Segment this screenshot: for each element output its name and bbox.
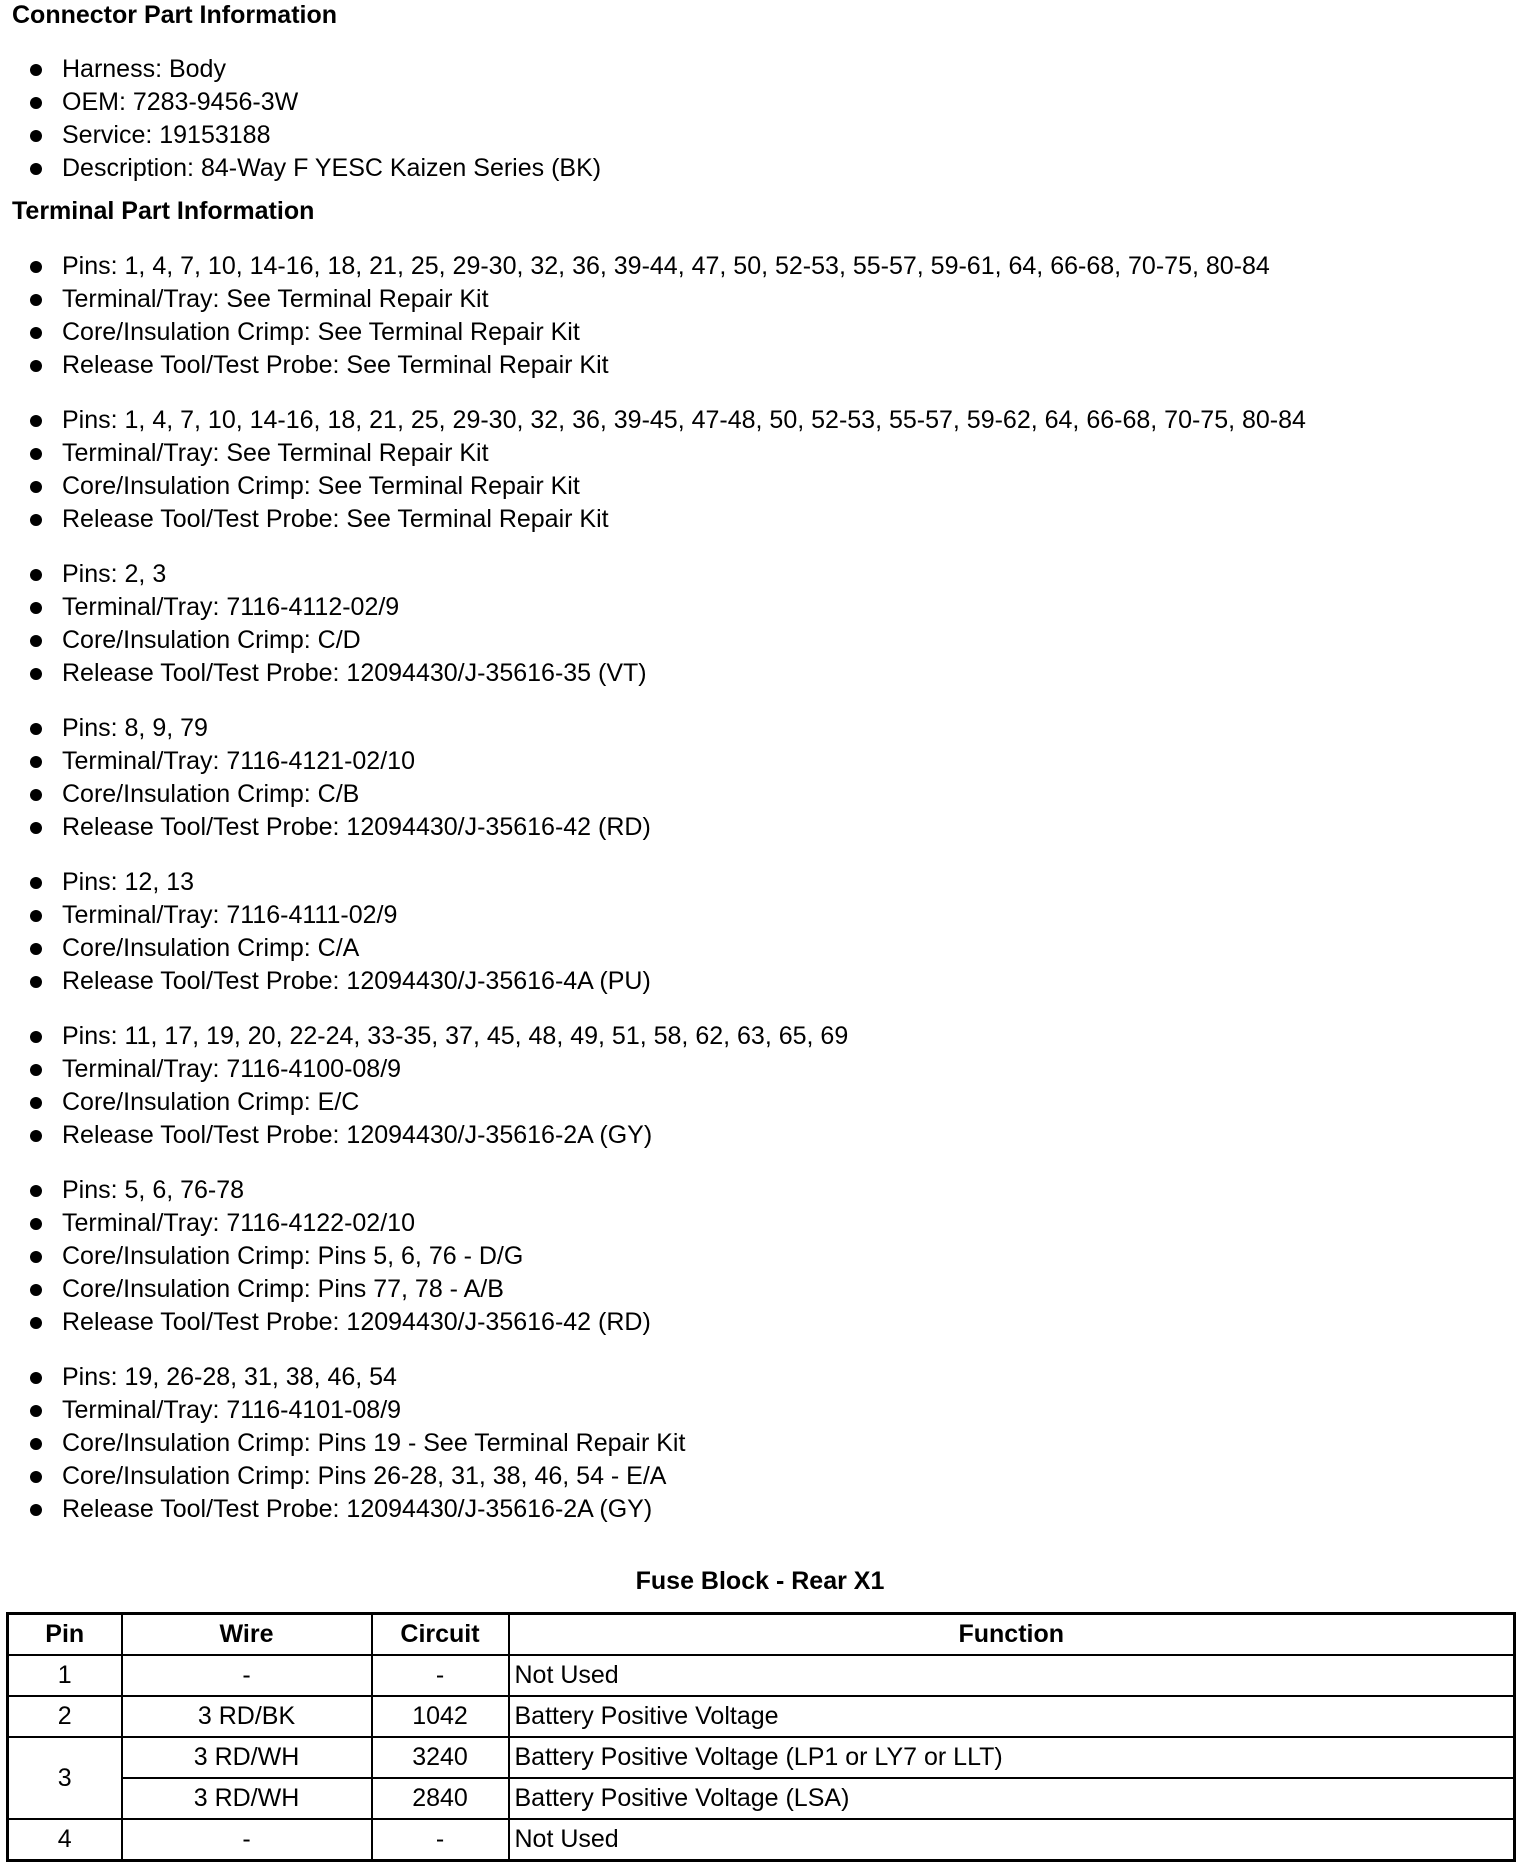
list-item: Terminal/Tray: 7116-4111-02/9	[28, 899, 1306, 932]
list-item: Core/Insulation Crimp: See Terminal Repair Kit	[28, 470, 1306, 503]
list-item: Description: 84-Way F YESC Kaizen Series (BK)	[28, 152, 601, 185]
list-item: Core/Insulation Crimp: Pins 77, 78 - A/B	[28, 1273, 1306, 1306]
pin-cell: 4	[8, 1819, 122, 1861]
list-item: Pins: 11, 17, 19, 20, 22-24, 33-35, 37, 45, 48, 49, 51, 58, 62, 63, 65, 69	[28, 1020, 1306, 1053]
list-item: Pins: 1, 4, 7, 10, 14-16, 18, 21, 25, 29-30, 32, 36, 39-44, 47, 50, 52-53, 55-57, 59-61, 64, 66-68, 70-75, 80-84	[28, 250, 1306, 283]
table-header-row	[8, 1614, 1515, 1656]
list-item: Terminal/Tray: See Terminal Repair Kit	[28, 283, 1306, 316]
list-item: Pins: 2, 3	[28, 558, 1306, 591]
list-item: Release Tool/Test Probe: 12094430/J-35616-2A (GY)	[28, 1119, 1306, 1152]
circuit-cell: 1042	[372, 1696, 509, 1737]
wire-cell: -	[122, 1655, 372, 1696]
pin-cell: 1	[8, 1655, 122, 1696]
list-item: Terminal/Tray: 7116-4121-02/10	[28, 745, 1306, 778]
list-item: Release Tool/Test Probe: 12094430/J-35616-42 (RD)	[28, 811, 1306, 844]
terminal-group	[28, 250, 1306, 382]
list-item: Core/Insulation Crimp: C/A	[28, 932, 1306, 965]
circuit-cell: 3240	[372, 1737, 509, 1778]
list-item: OEM: 7283-9456-3W	[28, 86, 601, 119]
list-item: Pins: 8, 9, 79	[28, 712, 1306, 745]
column-header-pin: Pin	[8, 1614, 122, 1656]
function-cell: Not Used	[509, 1819, 1515, 1861]
list-item: Core/Insulation Crimp: Pins 19 - See Terminal Repair Kit	[28, 1427, 1306, 1460]
list-item: Core/Insulation Crimp: C/D	[28, 624, 1306, 657]
table-row	[8, 1655, 1515, 1696]
list-item: Terminal/Tray: See Terminal Repair Kit	[28, 437, 1306, 470]
wire-cell: 3 RD/WH	[122, 1778, 372, 1819]
table-row	[8, 1696, 1515, 1737]
list-item: Core/Insulation Crimp: See Terminal Repair Kit	[28, 316, 1306, 349]
terminal-group	[28, 404, 1306, 536]
circuit-cell: -	[372, 1819, 509, 1861]
terminal-groups	[28, 250, 1306, 1548]
list-item: Terminal/Tray: 7116-4101-08/9	[28, 1394, 1306, 1427]
list-item: Core/Insulation Crimp: Pins 5, 6, 76 - D/G	[28, 1240, 1306, 1273]
list-item: Core/Insulation Crimp: E/C	[28, 1086, 1306, 1119]
table-row	[8, 1819, 1515, 1861]
list-item: Core/Insulation Crimp: C/B	[28, 778, 1306, 811]
pinout-table	[6, 1612, 1516, 1862]
list-item: Release Tool/Test Probe: 12094430/J-35616-42 (RD)	[28, 1306, 1306, 1339]
terminal-group	[28, 558, 1306, 690]
circuit-cell: 2840	[372, 1778, 509, 1819]
terminal-heading: Terminal Part Information	[12, 197, 315, 225]
list-item: Terminal/Tray: 7116-4100-08/9	[28, 1053, 1306, 1086]
list-item: Release Tool/Test Probe: 12094430/J-35616-35 (VT)	[28, 657, 1306, 690]
function-cell: Not Used	[509, 1655, 1515, 1696]
terminal-group	[28, 712, 1306, 844]
wire-cell: -	[122, 1819, 372, 1861]
list-item: Pins: 1, 4, 7, 10, 14-16, 18, 21, 25, 29-30, 32, 36, 39-45, 47-48, 50, 52-53, 55-57, 59-62, 64, 66-68, 70-75, 80-84	[28, 404, 1306, 437]
list-item: Pins: 12, 13	[28, 866, 1306, 899]
table-title: Fuse Block - Rear X1	[635, 1567, 885, 1595]
circuit-cell: -	[372, 1655, 509, 1696]
list-item: Release Tool/Test Probe: See Terminal Repair Kit	[28, 349, 1306, 382]
table-row	[8, 1737, 1515, 1778]
terminal-group	[28, 1361, 1306, 1526]
table-row	[8, 1778, 1515, 1819]
list-item: Pins: 19, 26-28, 31, 38, 46, 54	[28, 1361, 1306, 1394]
wire-cell: 3 RD/WH	[122, 1737, 372, 1778]
terminal-group	[28, 1020, 1306, 1152]
wire-cell: 3 RD/BK	[122, 1696, 372, 1737]
list-item: Core/Insulation Crimp: Pins 26-28, 31, 38, 46, 54 - E/A	[28, 1460, 1306, 1493]
connector-heading: Connector Part Information	[12, 1, 338, 29]
list-item: Terminal/Tray: 7116-4122-02/10	[28, 1207, 1306, 1240]
list-item: Harness: Body	[28, 53, 601, 86]
pin-cell: 2	[8, 1696, 122, 1737]
function-cell: Battery Positive Voltage (LP1 or LY7 or LLT)	[509, 1737, 1515, 1778]
column-header-function: Function	[509, 1614, 1515, 1656]
list-item: Terminal/Tray: 7116-4112-02/9	[28, 591, 1306, 624]
column-header-circuit: Circuit	[372, 1614, 509, 1656]
list-item: Release Tool/Test Probe: 12094430/J-35616-4A (PU)	[28, 965, 1306, 998]
column-header-wire: Wire	[122, 1614, 372, 1656]
list-item: Release Tool/Test Probe: See Terminal Repair Kit	[28, 503, 1306, 536]
function-cell: Battery Positive Voltage	[509, 1696, 1515, 1737]
list-item: Service: 19153188	[28, 119, 601, 152]
connector-list	[28, 53, 601, 185]
terminal-group	[28, 1174, 1306, 1339]
list-item: Pins: 5, 6, 76-78	[28, 1174, 1306, 1207]
function-cell: Battery Positive Voltage (LSA)	[509, 1778, 1515, 1819]
list-item: Release Tool/Test Probe: 12094430/J-35616-2A (GY)	[28, 1493, 1306, 1526]
terminal-group	[28, 866, 1306, 998]
pin-cell: 3	[8, 1737, 122, 1819]
